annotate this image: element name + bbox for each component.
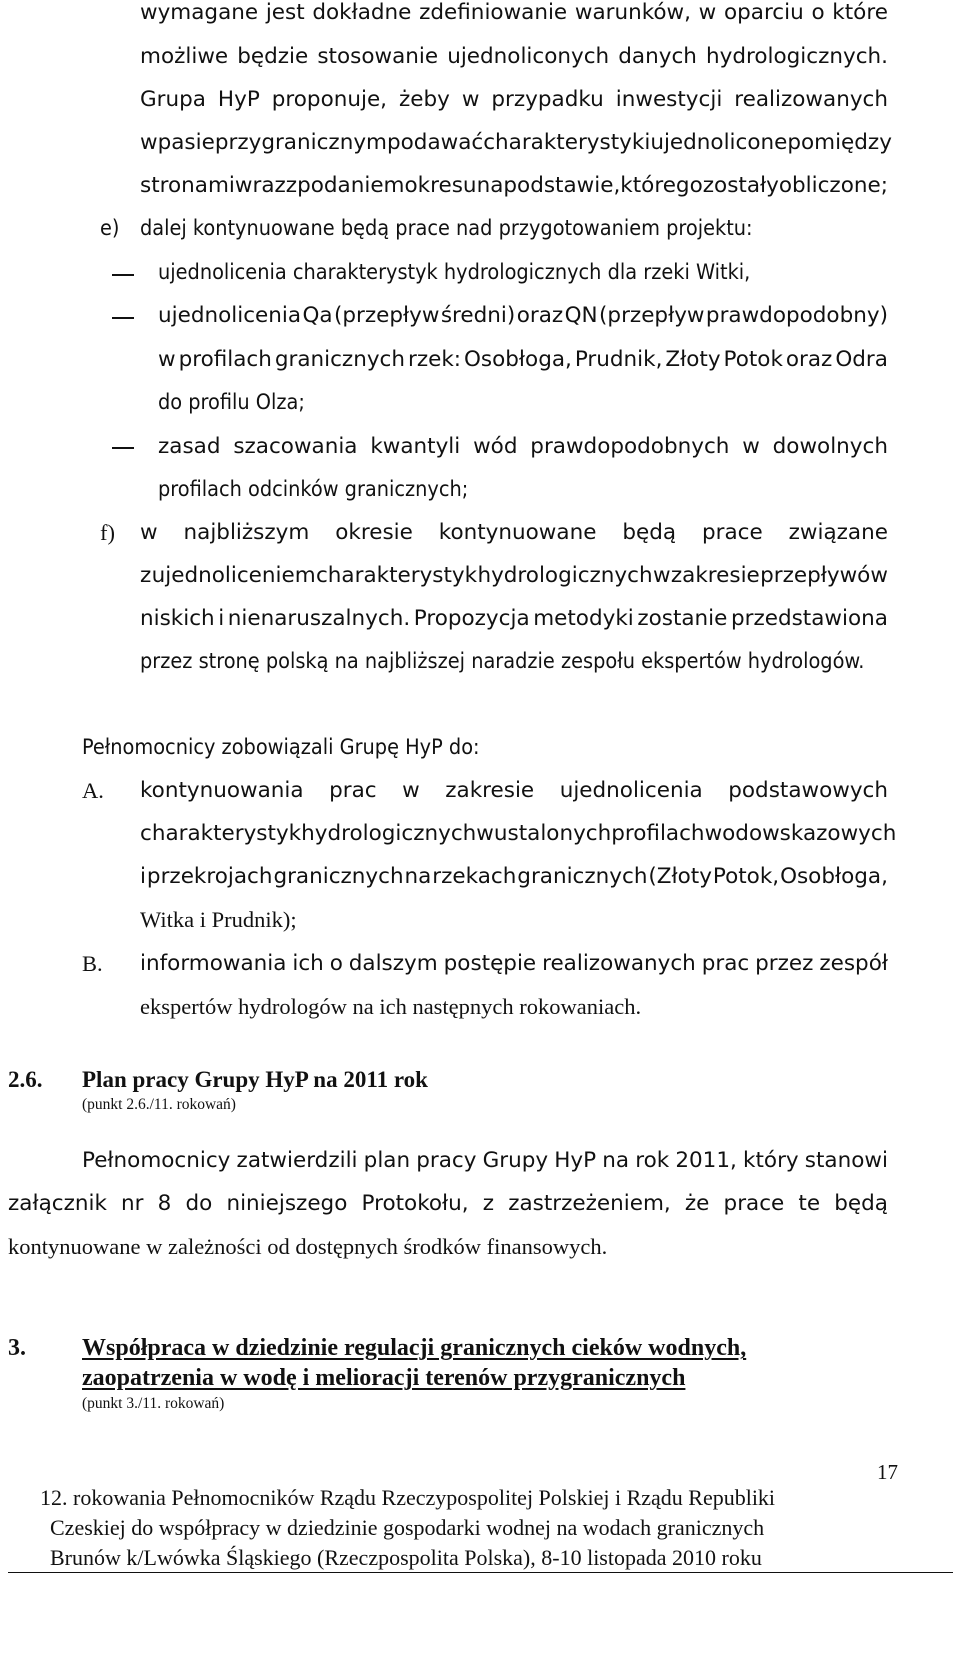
list-marker: e) [100, 216, 120, 241]
obligation-line: i przekrojach granicznych na rzekach granicznych (Złoty Potok, Osobłoga, [140, 864, 888, 889]
section-body-line: Pełnomocnicy zatwierdzili plan pracy Grupy HyP na rok 2011, który stanowi [82, 1148, 888, 1173]
list-item-line: niskich i nienaruszalnych. Propozycja metodyki zostanie przedstawiona [140, 606, 888, 631]
section-reference: (punkt 3./11. rokowań) [82, 1395, 225, 1412]
obligation-line: ekspertów hydrologów na ich następnych rokowaniach. [140, 994, 642, 1019]
footer-line: Czeskiej do współpracy w dziedzinie gospodarki wodnej na wodach granicznych [50, 1515, 765, 1540]
paragraph-line: w pasie przygranicznym podawać charakterystyki ujednolicone pomiędzy [140, 130, 892, 155]
footer-line: 12. rokowania Pełnomocników Rządu Rzeczypospolitej Polskiej i Rządu Republiki [40, 1485, 776, 1510]
paragraph-line: możliwe będzie stosowanie ujednoliconych danych hydrologicznych. [140, 44, 888, 69]
paragraph-line: Grupa HyP proponuje, żeby w przypadku inwestycji realizowanych [140, 87, 888, 112]
sublist-line: do profilu Olza; [158, 390, 305, 415]
dash-bullet-icon [112, 317, 134, 319]
section-body-line: załącznik nr 8 do niniejszego Protokołu, z zastrzeżeniem, że prace te będą [8, 1191, 888, 1216]
sublist-line: w profilach granicznych rzek: Osobłoga, Prudnik, Złoty Potok oraz Odra [158, 347, 888, 372]
obligation-line: Witka i Prudnik); [140, 907, 297, 932]
dash-bullet-icon [112, 274, 134, 276]
obligations-intro: Pełnomocnicy zobowiązali Grupę HyP do: [82, 735, 480, 760]
section-body-line: kontynuowane w zależności od dostępnych środków finansowych. [8, 1234, 608, 1259]
sublist-line: ujednolicenia charakterystyk hydrologicznych dla rzeki Witki, [158, 260, 751, 285]
list-item-line: przez stronę polską na najbliższej naradzie zespołu ekspertów hydrologów. [140, 649, 865, 674]
obligation-line: charakterystyk hydrologicznych w ustalonych profilach wodowskazowych [140, 821, 897, 846]
list-item-line: z ujednoliceniem charakterystyk hydrologicznych w zakresie przepływów [140, 563, 888, 588]
section-reference: (punkt 2.6./11. rokowań) [82, 1096, 236, 1113]
paragraph-line: stronami wraz z podaniem okresu na podstawie, którego zostały obliczone; [140, 173, 888, 198]
obligation-line: kontynuowania prac w zakresie ujednolicenia podstawowych [140, 778, 888, 803]
page-number: 17 [877, 1460, 898, 1484]
sublist-line: zasad szacowania kwantyli wód prawdopodobnych w dowolnych [158, 434, 888, 459]
list-marker: A. [82, 778, 104, 803]
section-number: 3. [8, 1335, 26, 1361]
sublist-line: profilach odcinków granicznych; [158, 477, 469, 502]
list-item-line: w najbliższym okresie kontynuowane będą prace związane [140, 520, 888, 545]
dash-bullet-icon [112, 447, 134, 449]
footer-divider [8, 1572, 953, 1573]
paragraph-line: wymagane jest dokładne zdefiniowanie warunków, w oparciu o które [140, 0, 888, 25]
section-title-line: Współpraca w dziedzinie regulacji granicznych cieków wodnych, [82, 1335, 747, 1361]
footer-line: Brunów k/Lwówka Śląskiego (Rzeczpospolita Polska), 8-10 listopada 2010 roku [50, 1545, 762, 1570]
sublist-line: ujednolicenia Qa (przepływ średni) oraz QN (przepływ prawdopodobny) [158, 303, 888, 328]
list-item-text: dalej kontynuowane będą prace nad przygotowaniem projektu: [140, 216, 753, 241]
list-marker: B. [82, 951, 103, 976]
section-title: Plan pracy Grupy HyP na 2011 rok [82, 1067, 428, 1092]
list-marker: f) [100, 520, 115, 545]
section-number: 2.6. [8, 1067, 43, 1092]
obligation-line: informowania ich o dalszym postępie realizowanych prac przez zespół [140, 951, 888, 976]
section-title-line: zaopatrzenia w wodę i melioracji terenów przygranicznych [82, 1365, 686, 1391]
